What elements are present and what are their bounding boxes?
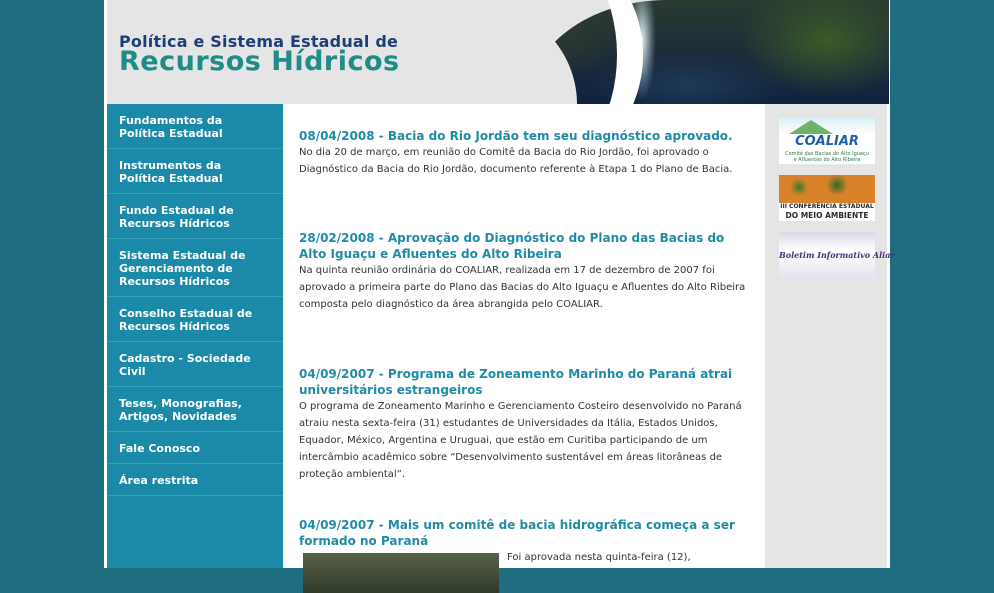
site-title-line1: Política e Sistema Estadual de <box>119 32 399 51</box>
conferencia-banner[interactable] <box>779 175 875 221</box>
sidebar-item-fundamentos[interactable] <box>107 104 283 149</box>
news-body: No dia 20 de março, em reunião do Comitê da Bacia do Rio Jordão, foi aprovado o Diagnóstico da Bacia do Rio Jordão, documento referente à Etapa 1 do Plano de Bacia. <box>299 147 733 175</box>
right-banner-column <box>765 104 895 568</box>
news-item <box>299 230 751 313</box>
nav-label-line: Área restrita <box>119 474 199 487</box>
nav-label-line: Fundamentos da <box>119 114 223 127</box>
sidebar-item-area-restrita[interactable] <box>107 464 283 496</box>
site-title-line2: Recursos Hídricos <box>119 46 400 77</box>
nav-label-line: Teses, Monografias, <box>119 397 242 410</box>
news-item <box>299 366 751 483</box>
nav-label-line: Recursos Hídricos <box>119 275 230 288</box>
boletim-text: Boletim Informativo Aliar <box>779 232 875 278</box>
nav-label-line: Recursos Hídricos <box>119 320 230 333</box>
nav-label-line: Instrumentos da <box>119 159 222 172</box>
news-item <box>299 128 751 178</box>
news-title-link[interactable]: 28/02/2008 - Aprovação do Diagnóstico do Plano das Bacias do Alto Iguaçu e Afluentes do Alto Ribeira <box>299 231 725 261</box>
sidebar-item-sistema-estadual[interactable] <box>107 239 283 297</box>
news-title-link[interactable]: 04/09/2007 - Programa de Zoneamento Marinho do Paraná atrai universitários estrangeiros <box>299 367 733 397</box>
page-container <box>104 0 895 568</box>
coaliar-subtitle: Comitê das Bacias do Alto Iguaçu e Afluentes do Alto Ribeira <box>785 151 869 163</box>
news-body: O programa de Zoneamento Marinho e Gerenciamento Costeiro desenvolvido no Paraná atraiu nesta sexta-feira (31) estudantes de Universidades da Itália, Estados Unidos, Equador, México, Argentina e Uruguai, que estão em Curitiba participando de um intercâmbio acadêmico sobre “Desenvolvimento sustentável em áreas litorâneas de proteção ambiental”. <box>299 401 742 480</box>
boletim-banner[interactable] <box>779 232 895 278</box>
conferencia-line2: DO MEIO AMBIENTE <box>785 211 869 220</box>
nav-label-line: Cadastro - Sociedade <box>119 352 251 365</box>
news-body: Na quinta reunião ordinária do COALIAR, realizada em 17 de dezembro de 2007 foi aprovado a primeira parte do Plano das Bacias do Alto Iguaçu e Afluentes do Alto Ribeira composta pelo diagnóstico da área abrangida pelo COALIAR. <box>299 265 746 310</box>
news-title-link[interactable]: 08/04/2008 - Bacia do Rio Jordão tem seu diagnóstico aprovado. <box>299 129 733 143</box>
nav-label-line: Sistema Estadual de <box>119 249 246 262</box>
tree-icon <box>779 175 875 203</box>
sidebar-item-instrumentos[interactable] <box>107 149 283 194</box>
news-body: Foi aprovada nesta quinta-feira (12), <box>507 552 691 563</box>
sidebar-item-fundo-estadual[interactable] <box>107 194 283 239</box>
coaliar-logo-text: COALIAR <box>795 134 859 149</box>
nav-label-line: Artigos, Novidades <box>119 410 237 423</box>
news-photo <box>303 553 499 593</box>
nav-label-line: Fale Conosco <box>119 442 200 455</box>
sidebar-nav <box>107 104 283 568</box>
sidebar-item-conselho-estadual[interactable] <box>107 297 283 342</box>
conferencia-line1: III CONFERÊNCIA ESTADUAL <box>780 203 874 210</box>
nav-label-line: Conselho Estadual de <box>119 307 253 320</box>
mountain-icon <box>789 120 833 134</box>
news-content <box>283 104 765 568</box>
sidebar-item-fale-conosco[interactable] <box>107 432 283 464</box>
nav-label-line: Gerenciamento de <box>119 262 233 275</box>
nav-label-line: Recursos Hídricos <box>119 217 230 230</box>
sidebar-item-teses[interactable] <box>107 387 283 432</box>
news-title-link[interactable]: 04/09/2007 - Mais um comitê de bacia hidrográfica começa a ser formado no Paraná <box>299 518 735 548</box>
nav-label-line: Política Estadual <box>119 127 223 140</box>
sidebar-item-cadastro[interactable] <box>107 342 283 387</box>
coaliar-banner[interactable] <box>779 118 875 164</box>
nav-label-line: Política Estadual <box>119 172 223 185</box>
nav-label-line: Civil <box>119 365 146 378</box>
header <box>107 0 887 104</box>
news-item <box>299 517 751 593</box>
nav-label-line: Fundo Estadual de <box>119 204 234 217</box>
